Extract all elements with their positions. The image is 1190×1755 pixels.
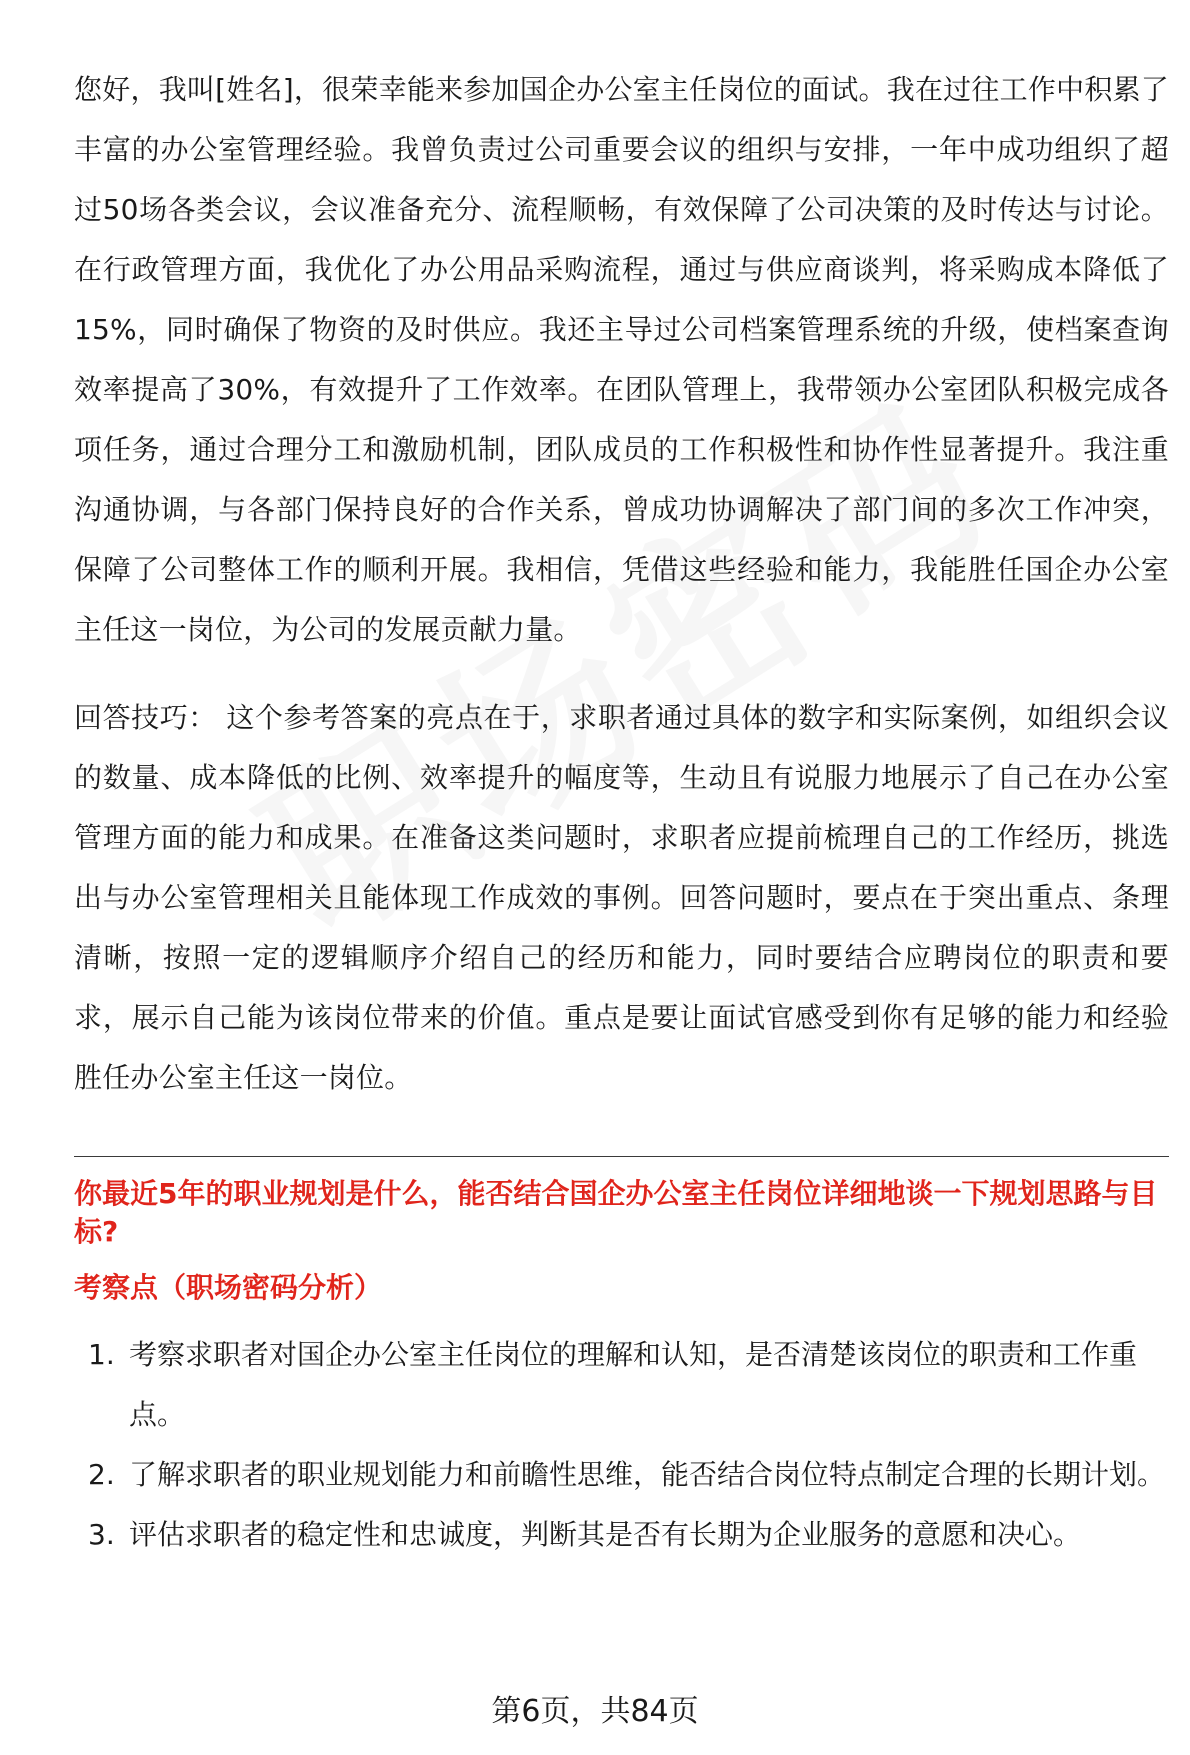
- analysis-points-list: [74, 1325, 1169, 1565]
- analysis-point-text: 评估求职者的稳定性和忠诚度，判断其是否有长期为企业服务的意愿和决心。: [129, 1518, 1082, 1551]
- analysis-point-text: 考察求职者对国企办公室主任岗位的理解和认知，是否清楚该岗位的职责和工作重点。: [129, 1338, 1138, 1431]
- analysis-point: [74, 1325, 1169, 1445]
- question-title: 你最近5年的职业规划是什么，能否结合国企办公室主任岗位详细地谈一下规划思路与目标?: [74, 1177, 1158, 1248]
- analysis-point: [74, 1505, 1169, 1565]
- list-number: 3.: [88, 1518, 115, 1551]
- section-divider: [74, 1156, 1169, 1157]
- analysis-point-text: 了解求职者的职业规划能力和前瞻性思维，能否结合岗位特点制定合理的长期计划。: [129, 1458, 1166, 1491]
- answer-tips-paragraph: 回答技巧： 这个参考答案的亮点在于，求职者通过具体的数字和实际案例，如组织会议的数量、成本降低的比例、效率提升的幅度等，生动且有说服力地展示了自己在办公室管理方面的能力和成果。在准备这类问题时，求职者应提前梳理自己的工作经历，挑选出与办公室管理相关且能体现工作成效的事例。回答问题时，要点在于突出重点、条理清晰，按照一定的逻辑顺序介绍自己的经历和能力，同时要结合应聘岗位的职责和要求，展示自己能为该岗位带来的价值。重点是要让面试官感受到你有足够的能力和经验胜任办公室主任这一岗位。: [74, 701, 1169, 1094]
- analysis-point: [74, 1445, 1169, 1505]
- list-number: 1.: [88, 1338, 115, 1371]
- list-number: 2.: [88, 1458, 115, 1491]
- page-number: 第6页，共84页: [491, 1694, 699, 1729]
- page-content: [74, 60, 1169, 1565]
- answer-paragraph: 您好，我叫[姓名]，很荣幸能来参加国企办公室主任岗位的面试。我在过往工作中积累了丰富的办公室管理经验。我曾负责过公司重要会议的组织与安排，一年中成功组织了超过50场各类会议，会议准备充分、流程顺畅，有效保障了公司决策的及时传达与讨论。在行政管理方面，我优化了办公用品采购流程，通过与供应商谈判，将采购成本降低了15%，同时确保了物资的及时供应。我还主导过公司档案管理系统的升级，使档案查询效率提高了30%，有效提升了工作效率。在团队管理上，我带领办公室团队积极完成各项任务，通过合理分工和激励机制，团队成员的工作积极性和协作性显著提升。我注重沟通协调，与各部门保持良好的合作关系，曾成功协调解决了部门间的多次工作冲突，保障了公司整体工作的顺利开展。我相信，凭借这些经验和能力，我能胜任国企办公室主任这一岗位，为公司的发展贡献力量。: [74, 73, 1169, 646]
- analysis-heading: 考察点（职场密码分析）: [74, 1271, 383, 1304]
